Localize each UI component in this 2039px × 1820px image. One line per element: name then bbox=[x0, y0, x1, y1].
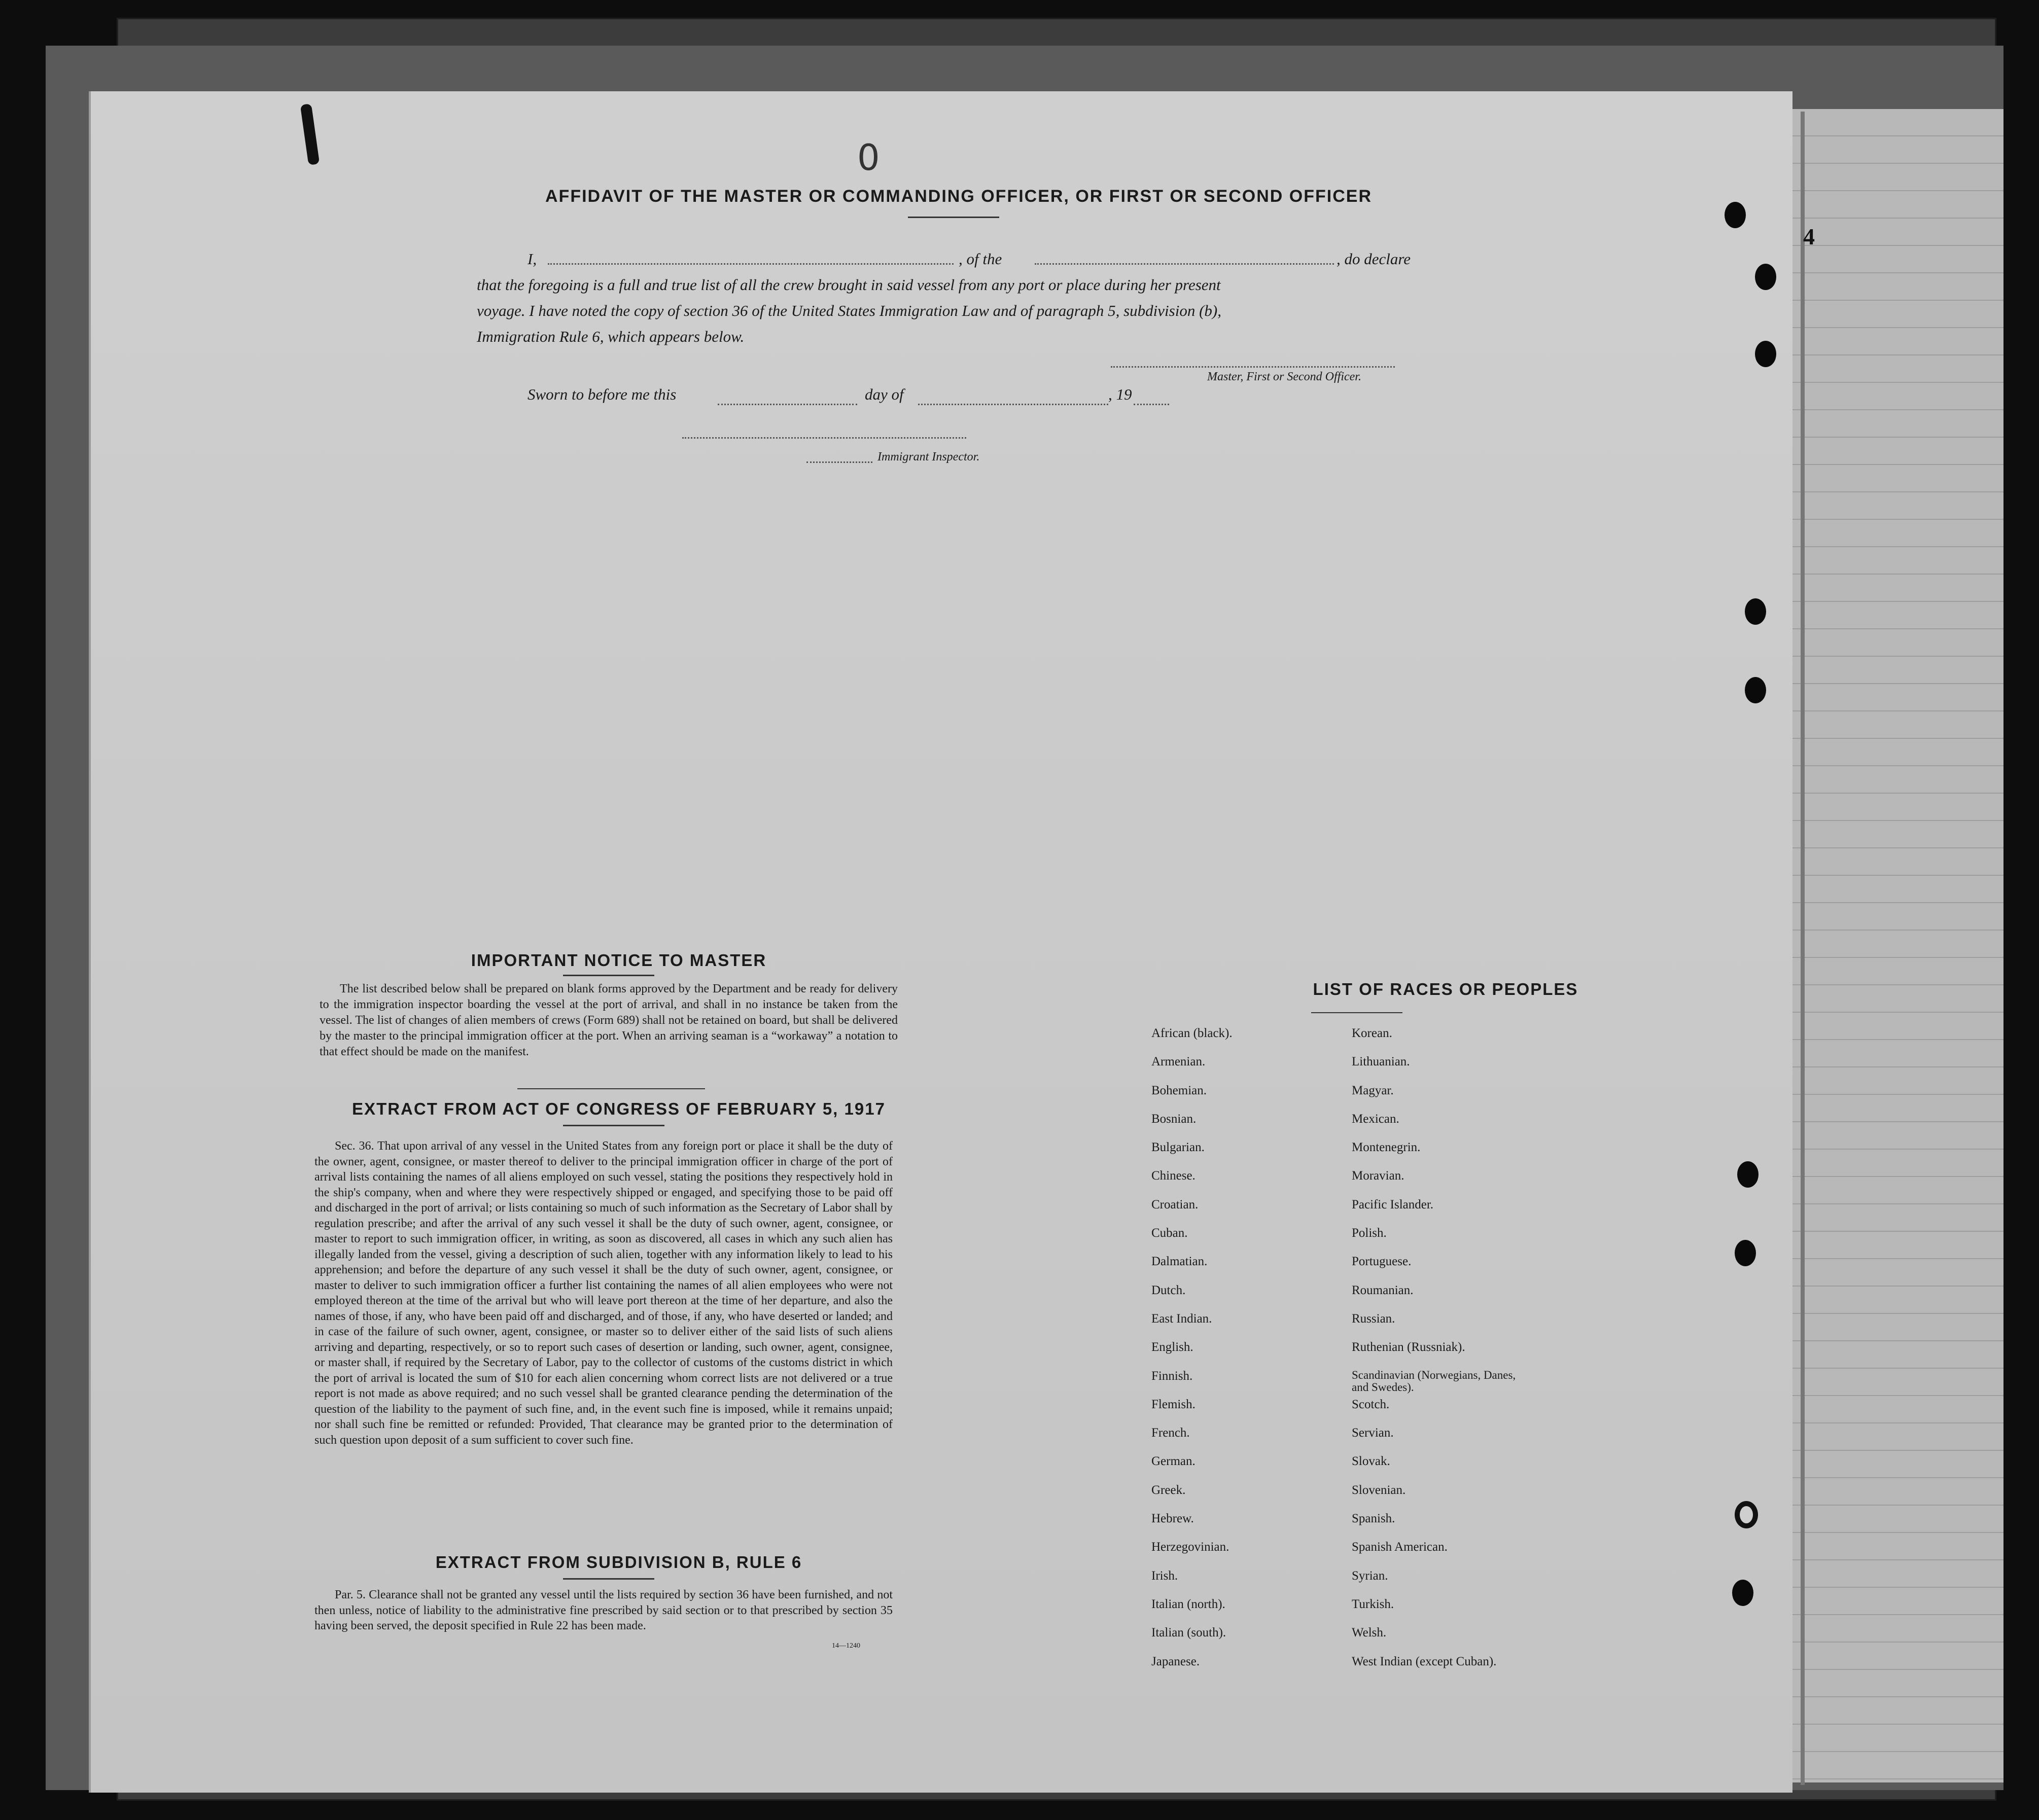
race-item: Armenian. bbox=[1151, 1055, 1206, 1069]
race-item: West Indian (except Cuban). bbox=[1352, 1654, 1497, 1668]
notice-body: The list described below shall be prepared on blank forms approved by the Department and be ready for delivery to the immigration inspector boarding the vessel at the port of arrival, and shall in no instance be taken from the vessel. The list of changes of alien members of crews (Form 689) shall not be retained on board, but shall be delivered by the master to the principal immigration officer at the port. When an arriving seaman is a “workaway” a notation to that effect should be made on the manifest. bbox=[320, 982, 898, 1058]
race-item: Scotch. bbox=[1352, 1397, 1390, 1411]
inspector-signature-line[interactable] bbox=[682, 437, 966, 439]
affidavit-of-the: , of the bbox=[959, 250, 1002, 268]
sworn-year: , 19 bbox=[1108, 385, 1132, 403]
sworn-year-blank[interactable] bbox=[1134, 404, 1169, 405]
sworn-day-of: day of bbox=[865, 385, 904, 403]
race-item: Magyar. bbox=[1352, 1083, 1394, 1097]
race-item: Lithuanian. bbox=[1352, 1055, 1410, 1069]
race-item: Dutch. bbox=[1151, 1283, 1186, 1297]
race-item: Italian (south). bbox=[1151, 1626, 1226, 1640]
race-item: Irish. bbox=[1151, 1568, 1178, 1583]
race-item: Slovak. bbox=[1352, 1454, 1390, 1469]
sworn-month-blank[interactable] bbox=[918, 404, 1108, 405]
race-item: Italian (north). bbox=[1151, 1597, 1225, 1611]
race-item: Korean. bbox=[1352, 1026, 1392, 1040]
sworn-line bbox=[528, 385, 1187, 411]
act-rule bbox=[563, 1125, 664, 1126]
affidavit-title: AFFIDAVIT OF THE MASTER OR COMMANDING OFFICER, OR FIRST OR SECOND OFFICER bbox=[545, 187, 1372, 206]
race-item: Russian. bbox=[1352, 1311, 1395, 1326]
race-item: Croatian. bbox=[1151, 1197, 1199, 1211]
notice-title: IMPORTANT NOTICE TO MASTER bbox=[471, 951, 767, 970]
binder-hole bbox=[1732, 1580, 1753, 1606]
races-column-left bbox=[1151, 1026, 1233, 1683]
race-item: English. bbox=[1151, 1340, 1193, 1354]
race-item: Welsh. bbox=[1352, 1626, 1387, 1640]
race-item: African (black). bbox=[1151, 1026, 1233, 1040]
binder-hole bbox=[1755, 341, 1776, 367]
form-number: 14—1240 bbox=[832, 1642, 860, 1650]
race-item: German. bbox=[1151, 1454, 1196, 1469]
race-item: Portuguese. bbox=[1352, 1255, 1412, 1269]
vessel-blank[interactable] bbox=[1035, 263, 1334, 265]
races-rule bbox=[1311, 1012, 1402, 1013]
races-column-right bbox=[1352, 1026, 1519, 1683]
race-item: Hebrew. bbox=[1151, 1512, 1194, 1526]
race-item: Slovenian. bbox=[1352, 1483, 1406, 1497]
rule6-title: EXTRACT FROM SUBDIVISION B, RULE 6 bbox=[435, 1553, 802, 1572]
sheet-edge bbox=[1801, 112, 1805, 1785]
race-item: Spanish American. bbox=[1352, 1540, 1448, 1554]
race-item: Japanese. bbox=[1151, 1654, 1200, 1668]
margin-digit: 4 bbox=[1803, 224, 1815, 249]
name-blank[interactable] bbox=[548, 263, 954, 265]
race-item: East Indian. bbox=[1151, 1311, 1212, 1326]
inspector-label: Immigrant Inspector. bbox=[877, 450, 980, 463]
race-item: Dalmatian. bbox=[1151, 1255, 1208, 1269]
affidavit-text bbox=[477, 246, 1430, 349]
ledger-sheet bbox=[1790, 109, 2003, 1782]
races-title: LIST OF RACES OR PEOPLES bbox=[1313, 980, 1578, 998]
race-item: Chinese. bbox=[1151, 1169, 1196, 1183]
handwritten-mark: 0 bbox=[857, 137, 880, 179]
act-body: Sec. 36. That upon arrival of any vessel in the United States from any foreign port or place it shall be the duty of the owner, agent, consignee, or master thereof to deliver to the principal immigration officer in charge of the port of arrival lists containing the names of all aliens employed on such vessel, stating the positions they respectively hold in the ship's company, when and where they were respectively shipped or engaged, and specifying those to be paid off and discharged in the port of arrival; or lists containing so much of such information as the Secretary of Labor shall by regulation prescribe; and after the arrival of any such vessel it shall be the duty of such owner, agent, consignee, or master to report to such immigration officer, in writing, as soon as discovered, all cases in which any such alien has illegally landed from the vessel, giving a description of such alien, together with any information likely to lead to his apprehension; and before the departure of any such vessel it shall be the duty of such owner, agent, consignee, or master to deliver to such immigration officer a further list containing the names of all alien employees who were not employed thereon at the time of the arrival but who will leave port thereon at the time of her departure, and also the names of those, if any, who have been paid off and discharged, and of those, if any, who have deserted or landed; and in case of the failure of such owner, agent, consignee, or master so to deliver either of the said lists of such aliens arriving and departing, respectively, or so to report such cases of desertion or landing, such owner, agent, consignee, or master shall, if required by the Secretary of Labor, pay to the collector of customs of the customs district in which the port of arrival is located the sum of $10 for each alien concerning whom correct lists are not delivered or a true report is not made as above required; and no such vessel shall be granted clearance pending the determination of the question of the liability to the payment of such fine, and, in the event such fine is imposed, while it remains unpaid; nor shall such fine be remitted or refunded: Provided, That clearance may be granted prior to the determination of such question upon deposit of a sum sufficient to cover such fine. bbox=[314, 1139, 893, 1447]
inspector-signature-line-2[interactable] bbox=[806, 461, 872, 463]
binder-hole bbox=[1745, 598, 1766, 625]
race-item: Herzegovinian. bbox=[1151, 1540, 1229, 1554]
race-item: French. bbox=[1151, 1426, 1190, 1440]
race-item: Mexican. bbox=[1352, 1112, 1399, 1126]
affidavit-declare: , do declare bbox=[1337, 250, 1411, 268]
affidavit-line-3: voyage. I have noted the copy of section 36 of the United States Immigration Law and of paragraph 5, subdivision (b), bbox=[477, 302, 1221, 319]
race-item: Syrian. bbox=[1352, 1568, 1388, 1583]
master-signature-line[interactable] bbox=[1111, 366, 1395, 368]
notice-rule-2 bbox=[517, 1088, 705, 1089]
affidavit-i: I, bbox=[528, 250, 537, 268]
binder-hole bbox=[1725, 202, 1746, 228]
affidavit-line-2: that the foregoing is a full and true list of all the crew brought in said vessel from any port or place during her present bbox=[477, 276, 1221, 294]
race-item: Montenegrin. bbox=[1352, 1140, 1421, 1155]
race-item: Servian. bbox=[1352, 1426, 1394, 1440]
race-item: Turkish. bbox=[1352, 1597, 1394, 1611]
affidavit-line-4: Immigration Rule 6, which appears below. bbox=[477, 328, 745, 345]
race-item: Bosnian. bbox=[1151, 1112, 1197, 1126]
rule6-body: Par. 5. Clearance shall not be granted any vessel until the lists required by section 36 have been furnished, and not then unless, notice of liability to the administrative fine prescribed by said section or to that prescribed by section 35 having been served, the deposit specified in Rule 22 has been made. bbox=[314, 1588, 893, 1632]
title-rule bbox=[908, 217, 999, 218]
binder-hole bbox=[1737, 1161, 1759, 1188]
binder-hole bbox=[1755, 264, 1776, 290]
race-item: Greek. bbox=[1151, 1483, 1186, 1497]
race-item: Bohemian. bbox=[1151, 1083, 1207, 1097]
master-signature-label: Master, First or Second Officer. bbox=[1207, 370, 1361, 383]
binder-hole bbox=[1745, 677, 1766, 703]
race-item: Scandinavian (Norwegians, Danes, and Swedes). bbox=[1352, 1368, 1516, 1394]
sworn-prefix: Sworn to before me this bbox=[528, 385, 677, 403]
binder-hole bbox=[1735, 1501, 1758, 1528]
race-item: Cuban. bbox=[1151, 1226, 1188, 1240]
race-item: Bulgarian. bbox=[1151, 1140, 1205, 1155]
race-item: Roumanian. bbox=[1352, 1283, 1414, 1297]
binder-hole bbox=[1735, 1240, 1756, 1266]
race-item: Spanish. bbox=[1352, 1512, 1395, 1526]
race-item: Polish. bbox=[1352, 1226, 1387, 1240]
race-item: Ruthenian (Russniak). bbox=[1352, 1340, 1465, 1354]
notice-rule bbox=[563, 975, 654, 976]
race-item: Flemish. bbox=[1151, 1397, 1196, 1411]
rule6-rule bbox=[563, 1578, 654, 1580]
race-item: Pacific Islander. bbox=[1352, 1197, 1434, 1211]
race-item: Finnish. bbox=[1151, 1369, 1193, 1383]
race-item: Moravian. bbox=[1352, 1169, 1404, 1183]
sworn-day-blank[interactable] bbox=[718, 404, 857, 405]
act-title: EXTRACT FROM ACT OF CONGRESS OF FEBRUARY 5, 1917 bbox=[352, 1099, 886, 1118]
